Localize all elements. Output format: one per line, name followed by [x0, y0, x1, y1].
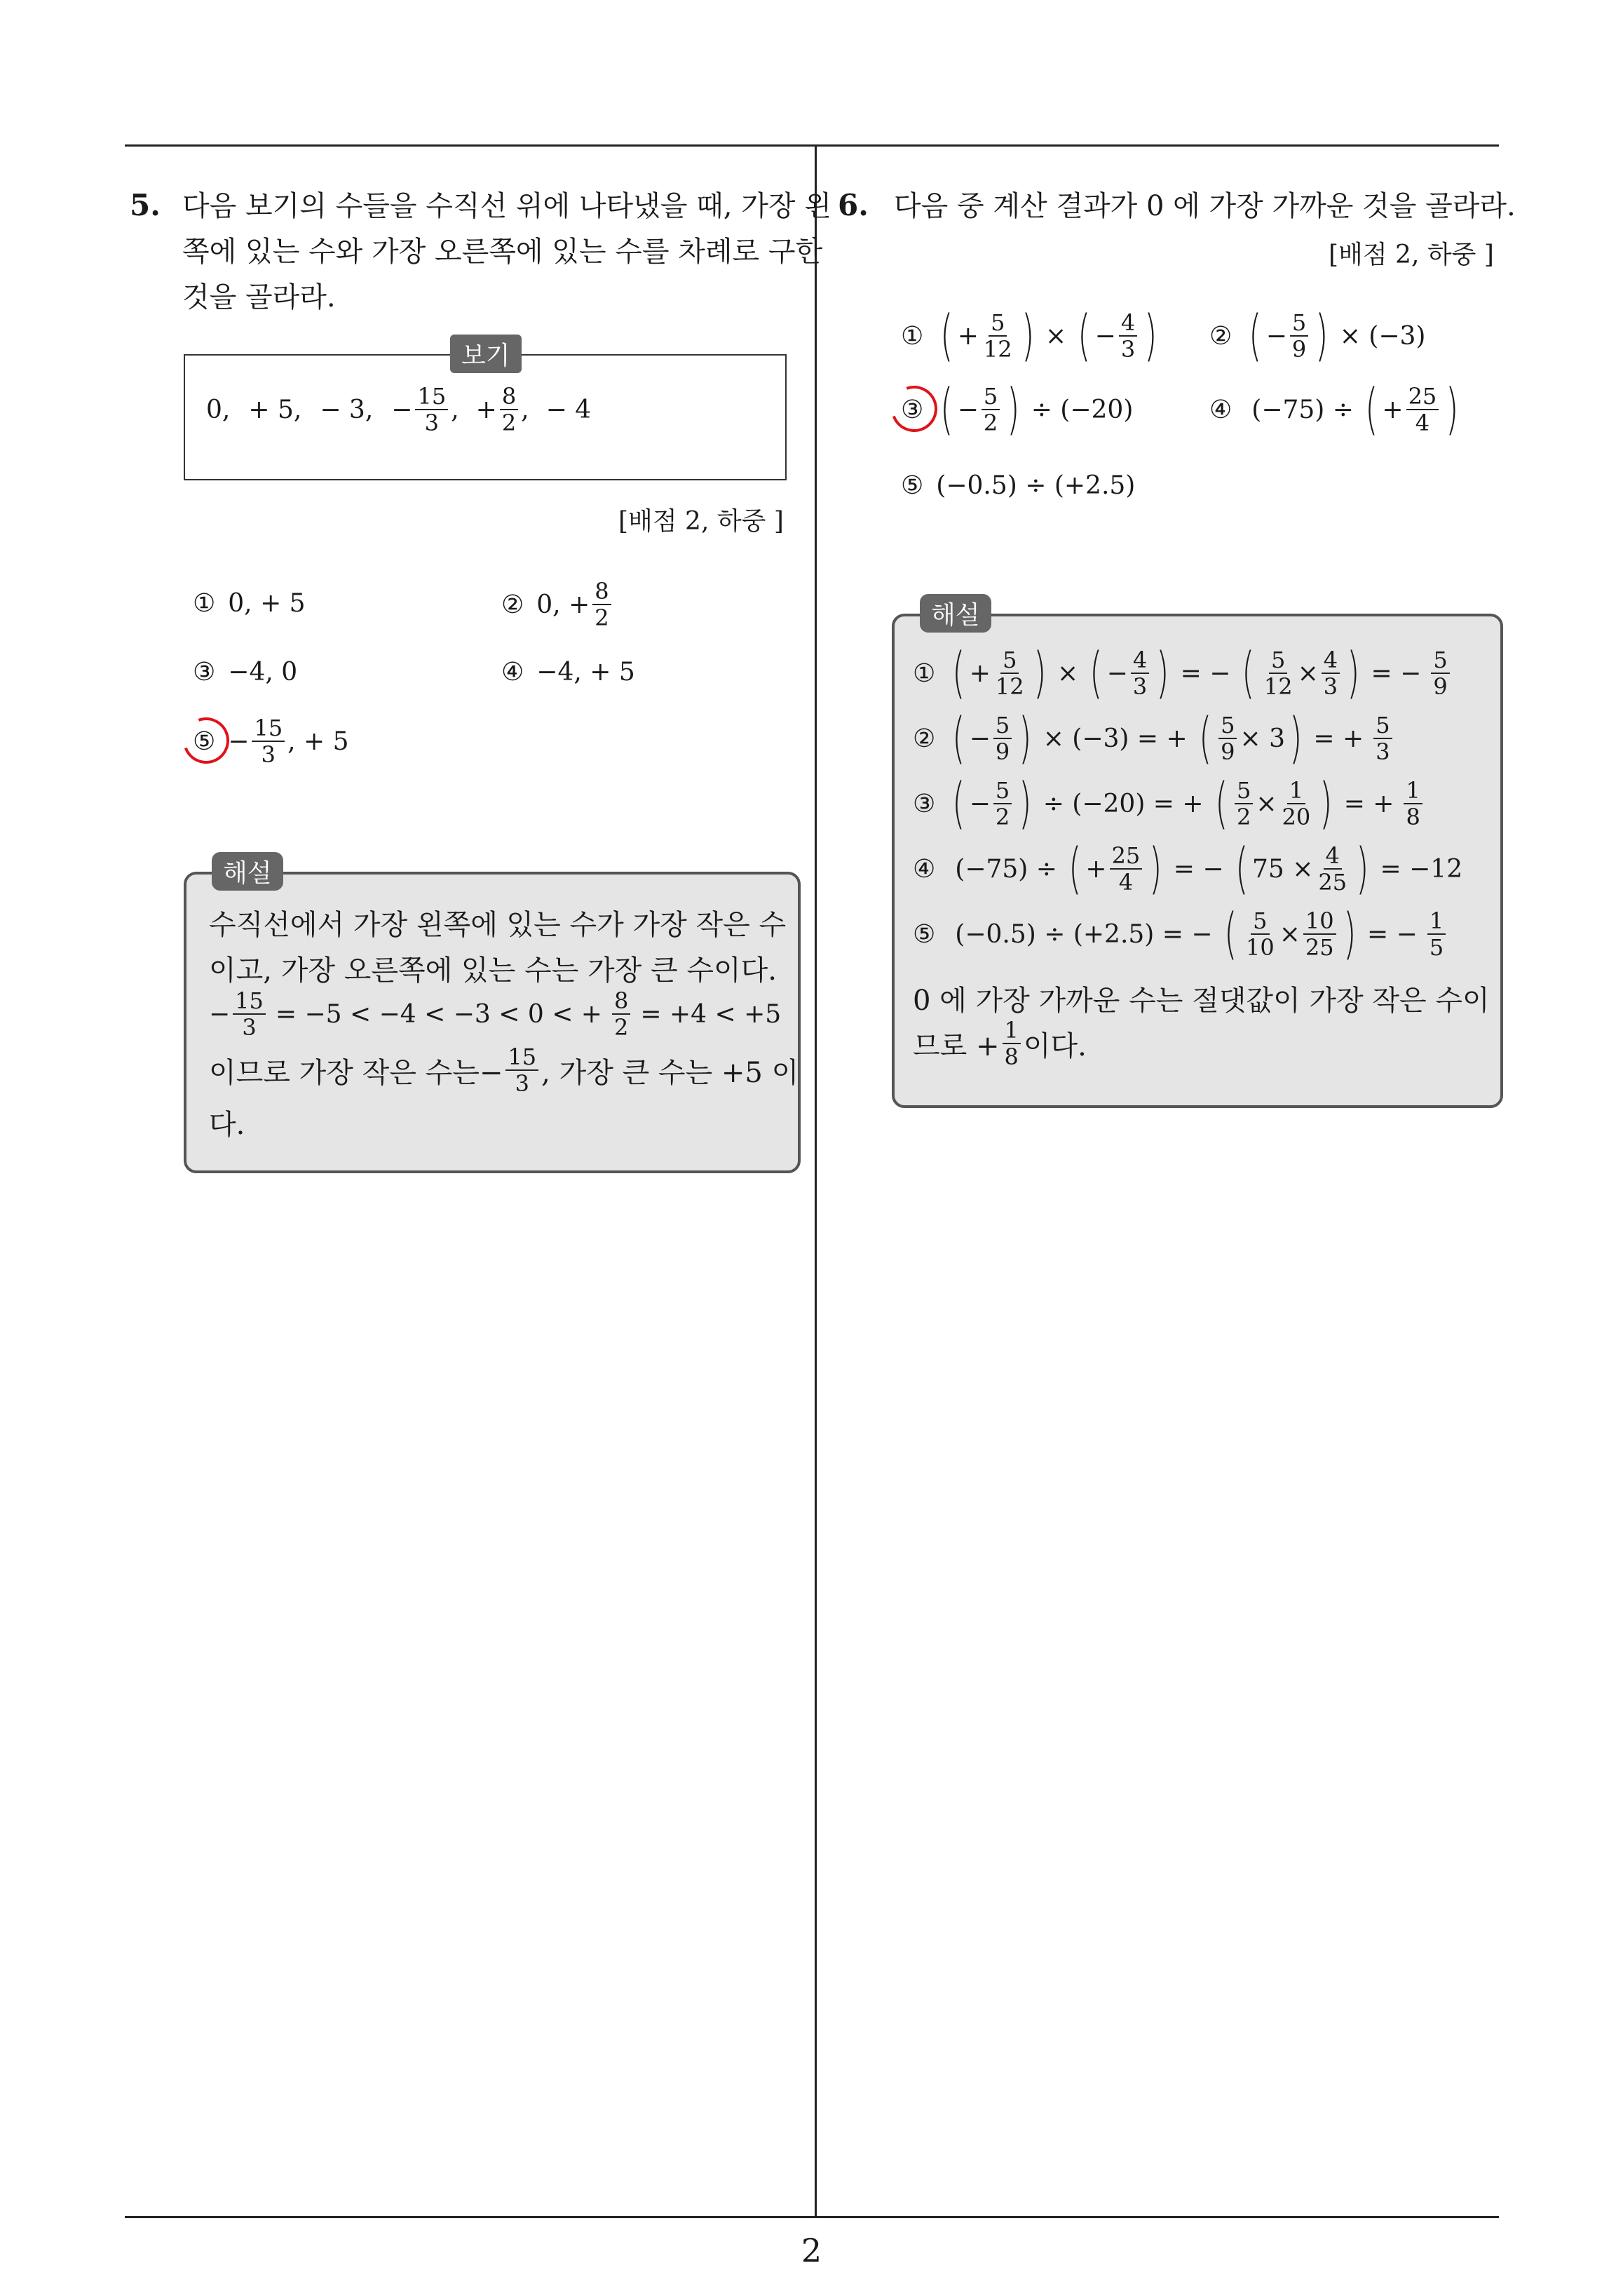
bottom-rule — [125, 2216, 1499, 2218]
q5-choice-5[interactable] — [193, 715, 349, 767]
choice-marker: ③ — [193, 658, 216, 687]
example-box-label: 보기 — [450, 335, 522, 373]
example-item-e-fraction: $\frac{8}{2}$ — [500, 384, 518, 435]
choice-marker: ⑤ — [901, 471, 924, 500]
q5-choice-2[interactable] — [501, 579, 614, 630]
example-item-c: − 3, — [320, 395, 374, 424]
example-item-d-fraction: $\frac{15}{3}$ — [415, 384, 448, 435]
example-item-f: − 4 — [545, 395, 592, 424]
selected-answer-ring — [175, 710, 237, 771]
example-item-d-sign: − — [391, 395, 413, 424]
explanation-line-6: 0 에 가장 가까운 수는 절댓값이 가장 작은 수이 — [913, 985, 1490, 1017]
question-5-line-1: 다음 보기의 수들을 수직선 위에 나타냈을 때, 가장 왼 — [182, 190, 831, 222]
explanation-line-3: − $\frac{15}{3}$ = −5 < −4 < −3 < 0 < + $\frac{8}{2}$ = +4 < +5 — [209, 987, 782, 1041]
example-item-a: 0, — [206, 395, 231, 424]
question-5-line-2: 쪽에 있는 수와 가장 오른쪽에 있는 수를 차례로 구한 — [182, 236, 823, 268]
choice-marker: ④ — [501, 658, 524, 687]
q6-choice-3[interactable]: ③ ( − $\frac{5}{2}$ ) ÷ (−20) — [901, 382, 1140, 437]
explanation-tag: 해설 — [212, 852, 283, 891]
explanation-line-1: 수직선에서 가장 왼쪽에 있는 수가 가장 작은 수 — [209, 909, 787, 941]
choice-marker: ④ — [1209, 395, 1232, 424]
q5-choice-3[interactable] — [193, 658, 297, 687]
example-item-e-sign: + — [475, 395, 497, 424]
explanation-step-2: ② ( − $\frac{5}{9}$ ) × (−3) = + ( $\frac{5}{9}$ × 3 ) = + $\frac{5}{3}$ — [913, 711, 1395, 766]
choice-text: −4, + 5 — [536, 658, 635, 687]
choice-sign: − — [228, 727, 250, 756]
selected-answer-ring — [883, 378, 945, 440]
q6-choice-5[interactable] — [901, 471, 1135, 500]
choice-text: −4, 0 — [228, 658, 298, 687]
page-number: 2 — [801, 2231, 822, 2269]
q6-choice-2[interactable]: ② ( − $\frac{5}{9}$ ) × (−3) — [1209, 304, 1426, 367]
choice-text: 0, + — [536, 590, 590, 619]
q5-explanation-box — [184, 859, 801, 1173]
choice-marker: ② — [1209, 321, 1232, 351]
choice-marker-selected: ③ — [901, 396, 923, 424]
choice-text: , + 5 — [287, 727, 349, 756]
explanation-line-7: 므로 + $\frac{1}{8}$ 이다. — [913, 1017, 1087, 1070]
example-comma: , — [451, 395, 459, 424]
choice-text: 0, + 5 — [228, 589, 306, 618]
explanation-step-1: ① ( + $\frac{5}{12}$ ) × ( − $\frac{4}{3}$ ) = − ( $\frac{5}{12}$ × $\frac{4}{3}$ ) = − $\frac{5}{9}$ — [913, 646, 1453, 701]
top-rule — [125, 144, 1499, 147]
question-5-number: 5. — [130, 188, 161, 222]
example-comma: , — [521, 395, 529, 424]
explanation-step-3: ③ ( − $\frac{5}{2}$ ) ÷ (−20) = + ( $\frac{5}{2}$ × $\frac{1}{20}$ ) = + $\frac{1}{8}$ — [913, 776, 1425, 831]
choice-marker-selected: ⑤ — [193, 727, 215, 756]
choice-fraction: $\frac{15}{3}$ — [252, 715, 285, 767]
example-box — [184, 342, 787, 480]
explanation-line-2: 이고, 가장 오른쪽에 있는 수는 가장 큰 수이다. — [209, 954, 777, 987]
example-numbers — [206, 384, 591, 435]
column-divider — [815, 144, 817, 2218]
question-5-line-3: 것을 골라라. — [182, 281, 336, 313]
question-6-number: 6. — [838, 188, 869, 222]
explanation-line-4: 이므로 가장 작은 수는− $\frac{15}{3}$ , 가장 큰 수는 +5 이 — [209, 1044, 799, 1097]
question-5-score: [배점 2, 하중 ] — [618, 507, 784, 536]
choice-text: (−0.5) ÷ (+2.5) — [936, 471, 1136, 500]
question-6-score: [배점 2, 하중 ] — [1329, 241, 1494, 269]
choice-fraction: $\frac{8}{2}$ — [592, 579, 611, 630]
question-5-text — [182, 184, 831, 320]
explanation-step-5: ⑤ (−0.5) ÷ (+2.5) = − ( $\frac{5}{10}$ × $\frac{10}{25}$ ) = − $\frac{1}{5}$ — [913, 907, 1448, 961]
choice-marker: ① — [193, 589, 216, 618]
q5-choice-1[interactable] — [193, 589, 306, 618]
q6-explanation-box — [892, 601, 1503, 1108]
example-item-b: + 5, — [248, 395, 302, 424]
explanation-tag: 해설 — [920, 594, 991, 633]
q5-choice-4[interactable] — [501, 658, 635, 687]
choice-marker: ① — [901, 321, 924, 351]
q6-choice-1[interactable]: ① ( + $\frac{5}{12}$ ) × ( − $\frac{4}{3}$ ) — [901, 304, 1157, 367]
choice-marker: ② — [501, 590, 524, 619]
question-6-line-1: 다음 중 계산 결과가 0 에 가장 가까운 것을 골라라. — [894, 190, 1516, 222]
q6-choice-4[interactable]: ④ (−75) ÷ ( + $\frac{25}{4}$ ) — [1209, 378, 1459, 441]
explanation-step-4: ④ (−75) ÷ ( + $\frac{25}{4}$ ) = − ( 75 × $\frac{4}{25}$ ) = −12 — [913, 837, 1463, 900]
explanation-line-5: 다. — [209, 1109, 245, 1141]
question-6-text — [894, 184, 1516, 229]
